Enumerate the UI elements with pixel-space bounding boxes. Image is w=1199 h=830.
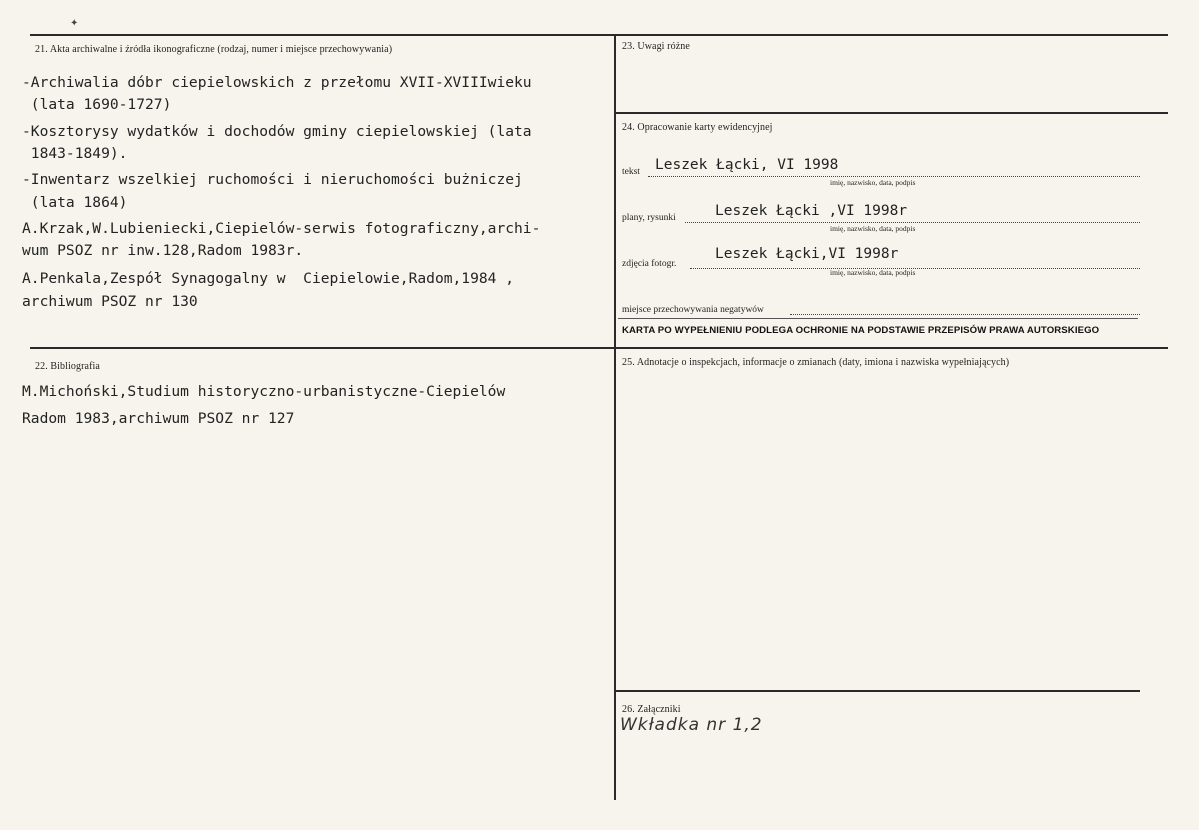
s21-line-3: -Kosztorysy wydatków i dochodów gminy ciepielowskiej (lata [22, 123, 532, 140]
center-divider [614, 34, 616, 800]
s21-line-8: wum PSOZ nr inw.128,Radom 1983r. [22, 242, 304, 259]
s21-line-1: -Archiwalia dóbr ciepielowskich z przełomu XVII-XVIIIwieku [22, 74, 532, 91]
s21-line-7: A.Krzak,W.Lubieniecki,Ciepielów-serwis fotograficzny,archi- [22, 220, 541, 237]
section-23-label: 23. Uwagi różne [622, 41, 690, 52]
rule-copyright [618, 318, 1138, 319]
zdjecia-label: zdjęcia fotogr. [622, 259, 677, 269]
section-21-label: 21. Akta archiwalne i źródła ikonograficzne (rodzaj, numer i miejsce przechowywania) [35, 44, 393, 55]
s21-line-4: 1843-1849). [22, 145, 128, 162]
s21-line-9: A.Penkala,Zespół Synagogalny w Ciepielowie,Radom,1984 , [22, 270, 515, 287]
tekst-caption: imię, nazwisko, data, podpis [830, 178, 916, 187]
zdjecia-value: Leszek Łącki,VI 1998r [715, 246, 899, 262]
tekst-label: tekst [622, 167, 640, 177]
tekst-dotline [648, 176, 1140, 177]
corner-mark: ✦ [70, 18, 79, 29]
plany-dotline [685, 222, 1140, 223]
s21-line-2: (lata 1690-1727) [22, 96, 172, 113]
plany-label: plany, rysunki [622, 213, 676, 223]
tekst-value: Leszek Łącki, VI 1998 [655, 157, 839, 173]
attachments-handwritten: Wkładka nr 1,2 [620, 715, 763, 735]
zdjecia-caption: imię, nazwisko, data, podpis [830, 268, 916, 277]
s21-line-10: archiwum PSOZ nr 130 [22, 293, 198, 310]
section-22-label: 22. Bibliografia [35, 361, 100, 372]
plany-value: Leszek Łącki ,VI 1998r [715, 203, 908, 219]
middle-rule [30, 347, 1168, 349]
negatywy-dotline [790, 314, 1140, 315]
section-26-label: 26. Załączniki [622, 704, 681, 715]
rule-23-24 [614, 112, 1168, 114]
rule-25-26 [614, 690, 1140, 692]
plany-caption: imię, nazwisko, data, podpis [830, 224, 916, 233]
copyright-notice: KARTA PO WYPEŁNIENIU PODLEGA OCHRONIE NA PODSTAWIE PRZEPISÓW PRAWA AUTORSKIEGO [622, 325, 1100, 336]
section-24-label: 24. Opracowanie karty ewidencyjnej [622, 122, 773, 133]
s22-line-2: Radom 1983,archiwum PSOZ nr 127 [22, 410, 295, 427]
top-rule [30, 34, 1168, 36]
s22-line-1: M.Michoński,Studium historyczno-urbanistyczne-Ciepielów [22, 383, 506, 400]
s21-line-5: -Inwentarz wszelkiej ruchomości i nieruchomości bużniczej [22, 171, 523, 188]
s21-line-6: (lata 1864) [22, 194, 128, 211]
negatywy-label: miejsce przechowywania negatywów [622, 305, 764, 315]
section-25-label: 25. Adnotacje o inspekcjach, informacje o zmianach (daty, imiona i nazwiska wypełniających) [622, 357, 1010, 368]
